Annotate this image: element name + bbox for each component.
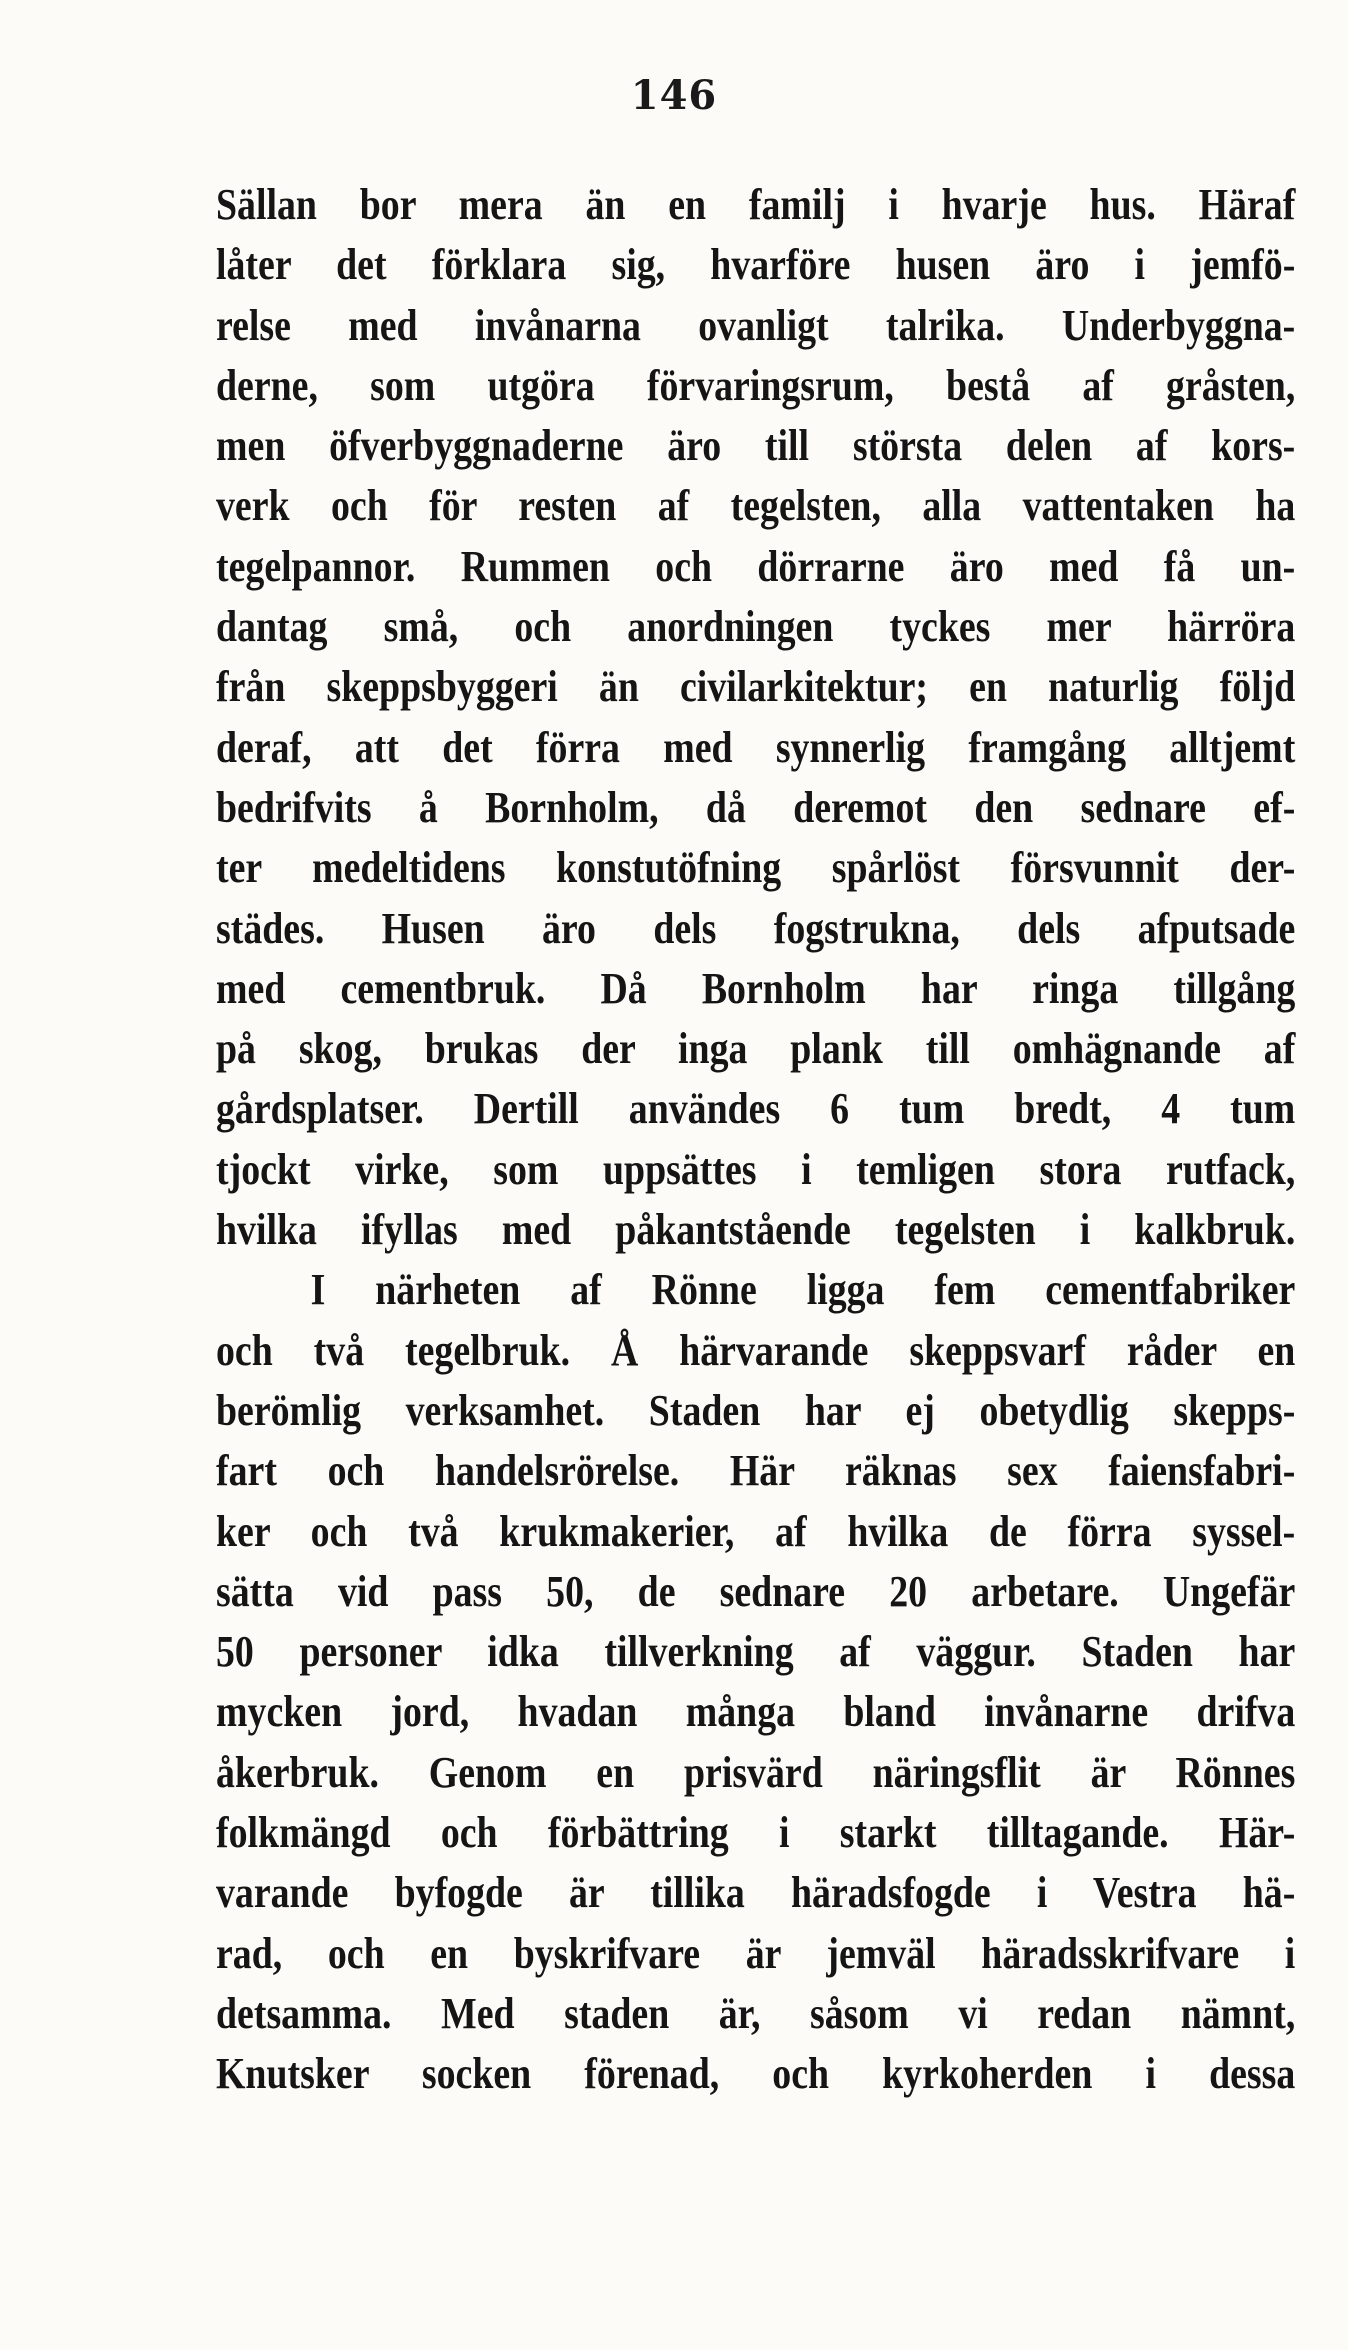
text-line: åkerbruk. Genom en prisvärd näringsflit är Rönnes	[216, 1747, 1296, 1797]
text-line: rad, och en byskrifvare är jemväl häradsskrifvare i	[216, 1928, 1296, 1978]
text-line: deraf, att det förra med synnerlig framgång alltjemt	[216, 722, 1296, 772]
page-number: 146	[630, 72, 718, 119]
text-line: Sällan bor mera än en familj i hvarje hus. Häraf	[216, 180, 1296, 229]
text-line: varande byfogde är tillika häradsfogde i Vestra hä-	[216, 1868, 1296, 1918]
text-line: dantag små, och anordningen tyckes mer härröra	[216, 602, 1296, 652]
text-line: mycken jord, hvadan många bland invånarne drifva	[216, 1687, 1296, 1737]
body-text	[216, 175, 1296, 2105]
text-line: fart och handelsrörelse. Här räknas sex faiensfabri-	[216, 1446, 1296, 1496]
text-line: hvilka ifyllas med påkantstående tegelsten i kalkbruk.	[216, 1205, 1296, 1255]
text-line: städes. Husen äro dels fogstrukna, dels afputsade	[216, 903, 1296, 953]
text-line: ker och två krukmakerier, af hvilka de förra syssel-	[216, 1506, 1296, 1556]
text-line: berömlig verksamhet. Staden har ej obetydlig skepps-	[216, 1385, 1296, 1435]
text-line: med cementbruk. Då Bornholm har ringa tillgång	[216, 963, 1296, 1013]
text-line: tegelpannor. Rummen och dörrarne äro med få un-	[216, 541, 1296, 591]
text-line: och två tegelbruk. Å härvarande skeppsvarf råder en	[216, 1325, 1296, 1375]
text-line: men öfverbyggnaderne äro till största delen af kors-	[216, 421, 1296, 471]
text-line: tjockt virke, som uppsättes i temligen stora rutfack,	[216, 1144, 1296, 1194]
text-line: relse med invånarna ovanligt talrika. Underbyggna-	[216, 300, 1296, 350]
text-line: gårdsplatser. Dertill användes 6 tum bredt, 4 tum	[216, 1084, 1296, 1134]
text-line: sätta vid pass 50, de sednare 20 arbetare. Ungefär	[216, 1566, 1296, 1616]
text-line: I närheten af Rönne ligga fem cementfabriker	[310, 1265, 1296, 1315]
text-line: folkmängd och förbättring i starkt tilltagande. Här-	[216, 1808, 1296, 1858]
text-line: från skeppsbyggeri än civilarkitektur; en naturlig följd	[216, 662, 1296, 712]
text-line: 50 personer idka tillverkning af väggur. Staden har	[216, 1627, 1296, 1677]
text-line: derne, som utgöra förvaringsrum, bestå af gråsten,	[216, 360, 1296, 410]
text-line: ter medeltidens konstutöfning spårlöst försvunnit der-	[216, 843, 1296, 893]
text-line: verk och för resten af tegelsten, alla vattentaken ha	[216, 481, 1296, 531]
text-line: låter det förklara sig, hvarföre husen äro i jemfö-	[216, 240, 1296, 290]
text-line: på skog, brukas der inga plank till omhägnande af	[216, 1024, 1296, 1074]
text-line: detsamma. Med staden är, såsom vi redan nämnt,	[216, 1988, 1296, 2038]
text-line: Knutsker socken förenad, och kyrkoherden i dessa	[216, 2049, 1296, 2099]
text-line: bedrifvits å Bornholm, då deremot den sednare ef-	[216, 782, 1296, 832]
